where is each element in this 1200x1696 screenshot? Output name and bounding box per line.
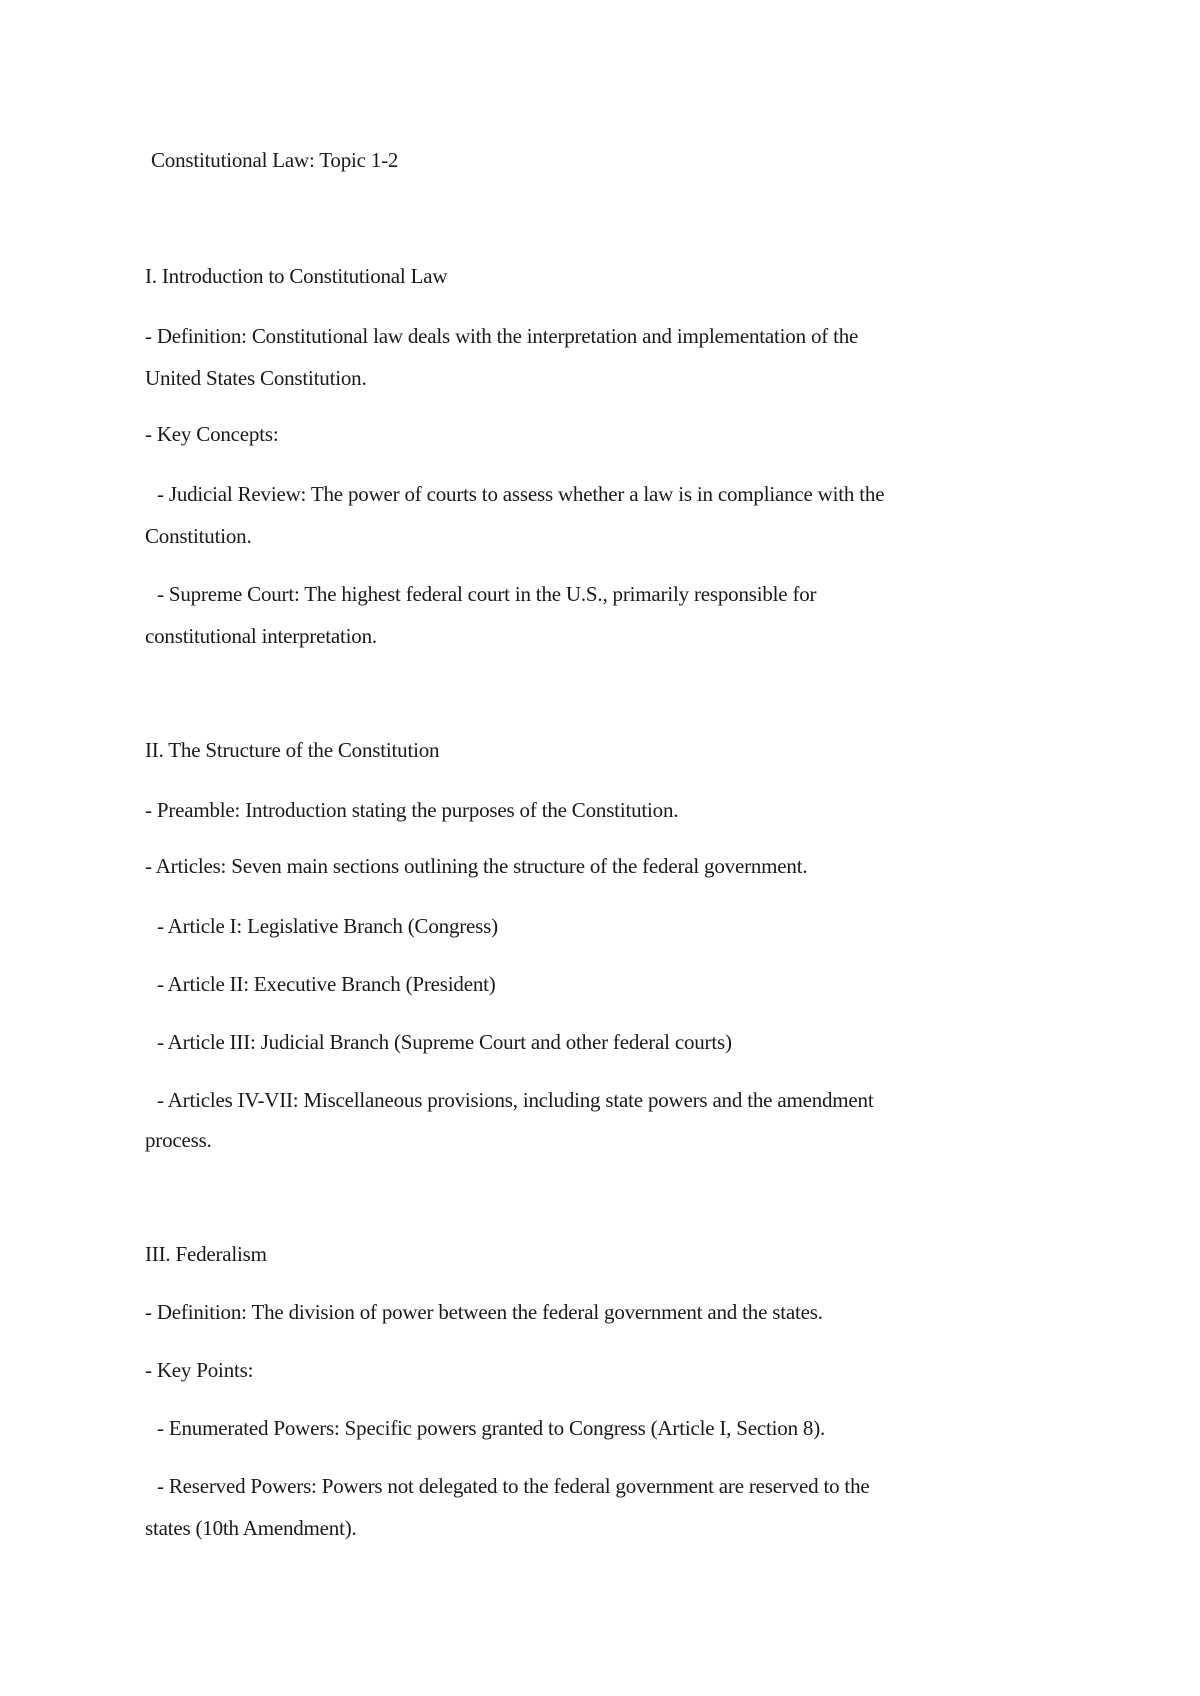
paragraph-line: - Key Points: [145, 1358, 254, 1382]
section-heading-1: I. Introduction to Constitutional Law [145, 264, 448, 288]
section-heading-3: III. Federalism [145, 1242, 267, 1266]
paragraph-line: process. [145, 1128, 212, 1152]
paragraph-line: - Reserved Powers: Powers not delegated to the federal government are reserved to the [157, 1474, 870, 1498]
paragraph-line: - Article I: Legislative Branch (Congress) [157, 914, 498, 938]
paragraph-line: - Articles: Seven main sections outlining the structure of the federal government. [145, 854, 808, 878]
paragraph-line: - Definition: The division of power between the federal government and the states. [145, 1300, 823, 1324]
paragraph-line: constitutional interpretation. [145, 624, 377, 648]
paragraph-line: - Article II: Executive Branch (President) [157, 972, 496, 996]
paragraph-line: United States Constitution. [145, 366, 367, 390]
section-heading-2: II. The Structure of the Constitution [145, 738, 440, 762]
paragraph-line: - Supreme Court: The highest federal court in the U.S., primarily responsible for [157, 582, 817, 606]
paragraph-line: - Preamble: Introduction stating the purposes of the Constitution. [145, 798, 679, 822]
paragraph-line: states (10th Amendment). [145, 1516, 357, 1540]
paragraph-line: - Articles IV-VII: Miscellaneous provisions, including state powers and the amendment [157, 1088, 874, 1112]
paragraph-line: - Definition: Constitutional law deals with the interpretation and implementation of the [145, 324, 859, 348]
paragraph-line: Constitution. [145, 524, 252, 548]
paragraph-line: - Article III: Judicial Branch (Supreme Court and other federal courts) [157, 1030, 732, 1054]
paragraph-line: - Enumerated Powers: Specific powers granted to Congress (Article I, Section 8). [157, 1416, 826, 1440]
paragraph-line: - Judicial Review: The power of courts to assess whether a law is in compliance with the [157, 482, 885, 506]
paragraph-line: - Key Concepts: [145, 422, 279, 446]
document-title: Constitutional Law: Topic 1-2 [151, 148, 399, 172]
